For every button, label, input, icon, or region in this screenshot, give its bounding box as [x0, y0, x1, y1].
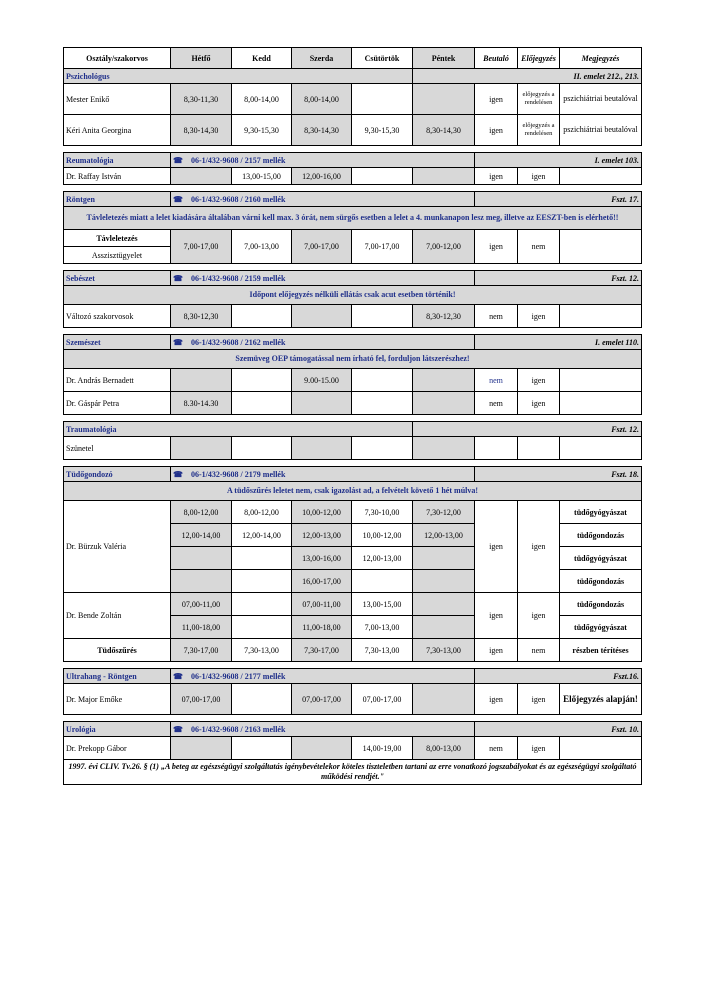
dept-location: I. emelet 110.	[475, 335, 642, 350]
notice-text: Távleletezés miatt a lelet kiadására általában várni kell max. 3 órát, nem sürgős esetben a lelet a 4. munkanapon lesz meg, illetve az EESZT-ben is elérhető!!	[64, 207, 642, 230]
cell-fri	[413, 547, 475, 570]
cell-note: tüdőgondozás	[560, 570, 642, 593]
dept-name: Tüdőgondozó	[64, 467, 171, 482]
cell-booking	[518, 437, 560, 460]
phone-icon: ☎	[173, 155, 183, 165]
doctor-name: Dr. Bürzuk Valéria	[64, 501, 171, 593]
cell-wed: 07,00-17,00	[292, 684, 352, 715]
cell-mon: 8.30-14.30	[171, 392, 232, 415]
cell-referral: igen	[475, 684, 518, 715]
cell-thu: 7,00-17,00	[352, 230, 413, 264]
notice-row	[64, 286, 642, 305]
cell-wed: 8,30-14,30	[292, 115, 352, 146]
header-row	[64, 48, 642, 69]
cell-thu: 7,00-13,00	[352, 616, 413, 639]
cell-mon	[171, 737, 232, 760]
dept-name: Reumatológia	[64, 153, 171, 168]
cell-mon: 8,30-11,30	[171, 84, 232, 115]
dept-phone	[171, 722, 475, 737]
cell-note: Előjegyzés alapján!	[560, 684, 642, 715]
cell-tue: 8,00-14,00	[232, 84, 292, 115]
cell-mon	[171, 168, 232, 185]
table-row	[64, 392, 642, 415]
doctor-name: Mester Enikő	[64, 84, 171, 115]
phone-number: 06-1/432-9608 / 2159 mellék	[191, 273, 286, 283]
dept-header-rheum	[64, 153, 642, 168]
col-header-fri: Péntek	[413, 48, 475, 69]
col-header-mon: Hétfő	[171, 48, 232, 69]
dept-phone	[171, 335, 475, 350]
cell-wed	[292, 737, 352, 760]
cell-booking: igen	[518, 168, 560, 185]
table-row	[64, 639, 642, 662]
dept-name: Pszichológus	[64, 69, 413, 84]
cell-note: részben térítéses	[560, 639, 642, 662]
cell-tue	[232, 547, 292, 570]
cell-tue: 7,30-13,00	[232, 639, 292, 662]
cell-fri	[413, 593, 475, 616]
table-row	[64, 369, 642, 392]
cell-mon: 07,00-11,00	[171, 593, 232, 616]
cell-fri: 7,00-12,00	[413, 230, 475, 264]
cell-wed: 16,00-17,00	[292, 570, 352, 593]
cell-thu	[352, 168, 413, 185]
doctor-name: Dr. Bende Zoltán	[64, 593, 171, 639]
cell-tue	[232, 369, 292, 392]
cell-wed: 10,00-12,00	[292, 501, 352, 524]
legal-footer: 1997. évi CLIV. Tv.26. § (1) „A beteg az egészségügyi szolgáltatás igénybevételekor köteles tiszteletben tartani az erre vonatkozó jogszabályokat és az egészségügyi szolgáltató működési rendjét."	[64, 760, 642, 785]
dept-location: I. emelet 103.	[475, 153, 642, 168]
cell-wed: 13,00-16,00	[292, 547, 352, 570]
cell-tue	[232, 570, 292, 593]
cell-wed	[292, 392, 352, 415]
cell-mon: 7,30-17,00	[171, 639, 232, 662]
dept-header-lung	[64, 467, 642, 482]
cell-tue	[232, 392, 292, 415]
notice-row	[64, 207, 642, 230]
cell-note	[560, 369, 642, 392]
cell-wed: 12,00-13,00	[292, 524, 352, 547]
cell-mon	[171, 369, 232, 392]
cell-note	[560, 305, 642, 328]
cell-booking: előjegyzés a rendelésen	[518, 84, 560, 115]
table-row	[64, 737, 642, 760]
cell-mon: 11,00-18,00	[171, 616, 232, 639]
cell-thu	[352, 84, 413, 115]
cell-mon: 12,00-14,00	[171, 524, 232, 547]
phone-icon: ☎	[173, 194, 183, 204]
cell-booking: igen	[518, 305, 560, 328]
cell-booking: nem	[518, 230, 560, 264]
cell-wed: 9.00-15.00	[292, 369, 352, 392]
cell-booking: igen	[518, 737, 560, 760]
col-header-wed: Szerda	[292, 48, 352, 69]
cell-note	[560, 392, 642, 415]
cell-note: pszichiátriai beutalóval	[560, 84, 642, 115]
cell-tue: 8,00-12,00	[232, 501, 292, 524]
doctor-name: Dr. Major Emőke	[64, 684, 171, 715]
cell-fri	[413, 616, 475, 639]
dept-location: Fszt.16.	[475, 669, 642, 684]
cell-note	[560, 230, 642, 264]
cell-thu	[352, 369, 413, 392]
cell-wed	[292, 437, 352, 460]
cell-fri: 8,00-13,00	[413, 737, 475, 760]
cell-referral: nem	[475, 305, 518, 328]
cell-thu	[352, 305, 413, 328]
cell-thu: 10,00-12,00	[352, 524, 413, 547]
phone-number: 06-1/432-9608 / 2177 mellék	[191, 671, 286, 681]
cell-note: tüdőgyógyászat	[560, 547, 642, 570]
cell-fri	[413, 392, 475, 415]
dept-header-xray	[64, 192, 642, 207]
cell-tue	[232, 593, 292, 616]
phone-number: 06-1/432-9608 / 2157 mellék	[191, 155, 286, 165]
dept-location: Fszt. 10.	[475, 722, 642, 737]
notice-row	[64, 482, 642, 501]
notice-text: Szemüveg OEP támogatással nem írható fel, forduljon látszerészhez!	[64, 350, 642, 369]
phone-icon: ☎	[173, 724, 183, 734]
cell-thu: 7,30-13,00	[352, 639, 413, 662]
table-row	[64, 230, 642, 247]
dept-phone	[171, 153, 475, 168]
cell-thu: 12,00-13,00	[352, 547, 413, 570]
cell-booking: igen	[518, 369, 560, 392]
cell-mon	[171, 570, 232, 593]
cell-referral: igen	[475, 501, 518, 593]
cell-note: tüdőgondozás	[560, 524, 642, 547]
doctor-name: Dr. András Bernadett	[64, 369, 171, 392]
cell-wed: 8,00-14,00	[292, 84, 352, 115]
cell-booking: igen	[518, 593, 560, 639]
col-header-dept: Osztály/szakorvos	[64, 48, 171, 69]
col-header-referral: Beutaló	[475, 48, 518, 69]
dept-location: II. emelet 212., 213.	[413, 69, 642, 84]
cell-tue	[232, 305, 292, 328]
doctor-name: Dr. Raffay István	[64, 168, 171, 185]
dept-name: Sebészet	[64, 271, 171, 286]
cell-mon: 8,30-12,30	[171, 305, 232, 328]
dept-name: Szemészet	[64, 335, 171, 350]
cell-mon	[171, 547, 232, 570]
cell-booking: igen	[518, 501, 560, 593]
dept-location: Fszt. 17.	[475, 192, 642, 207]
cell-note: tüdőgyógyászat	[560, 501, 642, 524]
table-row	[64, 593, 642, 616]
dept-header-eye	[64, 335, 642, 350]
dept-name: Röntgen	[64, 192, 171, 207]
dept-name: Urológia	[64, 722, 171, 737]
cell-tue: 9,30-15,30	[232, 115, 292, 146]
cell-fri: 8,30-14,30	[413, 115, 475, 146]
dept-phone	[171, 467, 475, 482]
cell-note: pszichiátriai beutalóval	[560, 115, 642, 146]
cell-note	[560, 437, 642, 460]
cell-fri	[413, 570, 475, 593]
cell-tue	[232, 737, 292, 760]
cell-booking: igen	[518, 684, 560, 715]
table-row	[64, 84, 642, 115]
cell-fri: 8,30-12,30	[413, 305, 475, 328]
cell-tue: 7,00-13,00	[232, 230, 292, 264]
cell-note	[560, 168, 642, 185]
cell-thu	[352, 392, 413, 415]
table-row	[64, 115, 642, 146]
dept-location: Fszt. 12.	[413, 422, 642, 437]
dept-location: Fszt. 12.	[475, 271, 642, 286]
cell-wed: 7,00-17,00	[292, 230, 352, 264]
cell-fri: 12,00-13,00	[413, 524, 475, 547]
schedule-table	[63, 47, 642, 785]
dept-location: Fszt. 18.	[475, 467, 642, 482]
cell-fri	[413, 168, 475, 185]
cell-fri	[413, 684, 475, 715]
cell-fri	[413, 437, 475, 460]
phone-icon: ☎	[173, 273, 183, 283]
cell-referral: nem	[475, 392, 518, 415]
dept-name: Ultrahang - Röntgen	[64, 669, 171, 684]
phone-number: 06-1/432-9608 / 2162 mellék	[191, 337, 286, 347]
cell-thu	[352, 570, 413, 593]
service-name: Asszisztügyelet	[64, 247, 171, 264]
dept-header-urology	[64, 722, 642, 737]
dept-phone	[171, 669, 475, 684]
cell-wed: 07,00-11,00	[292, 593, 352, 616]
cell-fri	[413, 369, 475, 392]
col-header-thu: Csütörtök	[352, 48, 413, 69]
cell-note	[560, 737, 642, 760]
phone-number: 06-1/432-9608 / 2163 mellék	[191, 724, 286, 734]
doctor-name: Kéri Anita Georgina	[64, 115, 171, 146]
col-header-booking: Előjegyzés	[518, 48, 560, 69]
cell-tue: 13,00-15,00	[232, 168, 292, 185]
dept-phone	[171, 192, 475, 207]
cell-thu: 9,30-15,30	[352, 115, 413, 146]
cell-mon: 07,00-17,00	[171, 684, 232, 715]
cell-tue: 12,00-14,00	[232, 524, 292, 547]
cell-fri	[413, 84, 475, 115]
cell-wed: 7,30-17,00	[292, 639, 352, 662]
cell-referral: igen	[475, 639, 518, 662]
doctor-name: Változó szakorvosok	[64, 305, 171, 328]
cell-mon	[171, 437, 232, 460]
dept-name: Traumatológia	[64, 422, 413, 437]
phone-icon: ☎	[173, 671, 183, 681]
service-name: Távleletezés	[64, 230, 171, 247]
table-row	[64, 501, 642, 524]
phone-number: 06-1/432-9608 / 2160 mellék	[191, 194, 286, 204]
cell-referral: igen	[475, 84, 518, 115]
col-header-note: Megjegyzés	[560, 48, 642, 69]
cell-note: tüdőgyógyászat	[560, 616, 642, 639]
notice-text: A tüdőszűrés leletet nem, csak igazolást ad, a felvételt követő 1 hét múlva!	[64, 482, 642, 501]
cell-wed: 12,00-16,00	[292, 168, 352, 185]
cell-mon: 8,00-12,00	[171, 501, 232, 524]
cell-thu	[352, 437, 413, 460]
cell-thu: 07,00-17,00	[352, 684, 413, 715]
dept-header-trauma	[64, 422, 642, 437]
dept-phone	[171, 271, 475, 286]
cell-fri: 7,30-12,00	[413, 501, 475, 524]
doctor-name: Dr. Prekopp Gábor	[64, 737, 171, 760]
cell-referral: igen	[475, 168, 518, 185]
cell-referral: nem	[475, 737, 518, 760]
cell-referral: igen	[475, 230, 518, 264]
phone-icon: ☎	[173, 469, 183, 479]
cell-tue	[232, 437, 292, 460]
cell-thu: 14,00-19,00	[352, 737, 413, 760]
cell-mon: 7,00-17,00	[171, 230, 232, 264]
table-row	[64, 168, 642, 185]
doctor-name: Szünetel	[64, 437, 171, 460]
cell-tue	[232, 684, 292, 715]
cell-referral: nem	[475, 369, 518, 392]
notice-text: Időpont előjegyzés nélküli ellátás csak acut esetben történik!	[64, 286, 642, 305]
footer-row	[64, 760, 642, 785]
cell-wed: 11,00-18,00	[292, 616, 352, 639]
phone-icon: ☎	[173, 337, 183, 347]
cell-thu: 13,00-15,00	[352, 593, 413, 616]
cell-tue	[232, 616, 292, 639]
cell-note: tüdőgondozás	[560, 593, 642, 616]
dept-header-psych	[64, 69, 642, 84]
notice-row	[64, 350, 642, 369]
cell-booking: nem	[518, 639, 560, 662]
dept-header-ultrasound	[64, 669, 642, 684]
phone-number: 06-1/432-9608 / 2179 mellék	[191, 469, 286, 479]
doctor-name: Dr. Gáspár Petra	[64, 392, 171, 415]
cell-referral: igen	[475, 593, 518, 639]
cell-mon: 8,30-14,30	[171, 115, 232, 146]
cell-referral: igen	[475, 115, 518, 146]
cell-wed	[292, 305, 352, 328]
cell-fri: 7,30-13,00	[413, 639, 475, 662]
cell-thu: 7,30-10,00	[352, 501, 413, 524]
service-name: Tüdőszűrés	[64, 639, 171, 662]
cell-booking: előjegyzés a rendelésen	[518, 115, 560, 146]
cell-referral	[475, 437, 518, 460]
table-row	[64, 305, 642, 328]
table-row	[64, 684, 642, 715]
table-row	[64, 437, 642, 460]
cell-booking: igen	[518, 392, 560, 415]
dept-header-surgery	[64, 271, 642, 286]
col-header-tue: Kedd	[232, 48, 292, 69]
